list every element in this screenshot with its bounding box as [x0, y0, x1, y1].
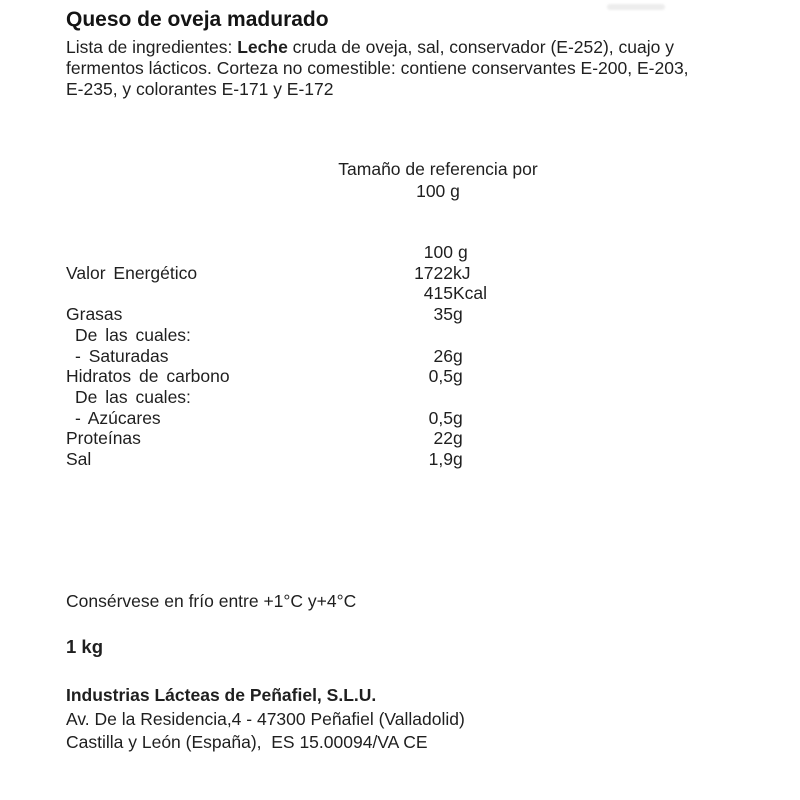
nutrient-label: Proteínas [66, 428, 141, 449]
nutrient-unit: g [453, 407, 463, 428]
nutrient-amount: 26 [433, 345, 453, 366]
table-row-of-which-fat [66, 325, 546, 346]
reference-size-header [288, 159, 588, 202]
manufacturer-section [66, 684, 465, 755]
table-row-fat [66, 304, 546, 325]
ingredients-section [66, 37, 776, 100]
manufacturer-name: Industrias Lácteas de Peñafiel, S.L.U. [66, 685, 377, 705]
nutrient-amount: 0,5 [428, 407, 453, 428]
nutrient-amount: 35 [433, 304, 453, 325]
nutrient-amount [360, 387, 453, 408]
scan-artifact [607, 4, 665, 10]
nutrient-unit: g [453, 304, 463, 325]
ingredients-line-1 [66, 37, 776, 58]
manufacturer-address: Av. De la Residencia,4 - 47300 Peñafiel (Valladolid) [66, 708, 465, 729]
header-amount: 100 [423, 242, 453, 262]
table-row-energy [66, 263, 546, 284]
nutrient-label: Valor Energético [66, 262, 198, 283]
header-unit: g [458, 242, 468, 262]
table-row-energy-kcal [66, 283, 546, 304]
ingredients-line-2: fermentos lácticos. Corteza no comestible: contiene conservantes E-200, E-203, [66, 58, 689, 78]
nutrient-unit: g [453, 366, 463, 387]
nutrient-amount: 22 [433, 428, 453, 449]
table-header-row [66, 242, 546, 263]
ingredients-line-3: E-235, y colorantes E-171 y E-172 [66, 79, 334, 99]
nutrient-label: Grasas [66, 304, 123, 325]
nutrient-unit: g [453, 345, 463, 366]
ingredients-line-1-rest: cruda de oveja, sal, conservador (E-252), cuajo y [287, 37, 674, 57]
nutrient-label: Sal [66, 449, 92, 470]
ingredients-label: Lista de ingredientes: [66, 37, 238, 57]
nutrient-label: De las cuales: [75, 386, 191, 407]
table-row-of-which-carb [66, 387, 546, 408]
nutrient-label: - Saturadas [75, 345, 169, 366]
nutrient-label: Hidratos de carbono [66, 366, 230, 387]
nutrient-amount: 1722 [414, 262, 453, 283]
manufacturer-region-registration: Castilla y León (España), ES 15.00094/VA CE [66, 732, 428, 752]
table-row-saturates [66, 346, 546, 367]
ingredient-highlight: Leche [237, 37, 288, 57]
table-row-salt [66, 449, 546, 470]
nutrient-label: De las cuales: [75, 324, 191, 345]
nutrient-amount [360, 325, 453, 346]
nutrient-amount: 1,9 [428, 449, 453, 470]
nutrient-unit: kJ [453, 262, 471, 283]
nutrient-unit: g [453, 428, 463, 449]
product-title: Queso de oveja madurado [66, 8, 329, 31]
nutrient-amount: 0,5 [428, 366, 453, 387]
nutrient-label: - Azúcares [75, 407, 161, 428]
storage-instructions: Consérvese en frío entre +1°C y+4°C [66, 591, 357, 611]
table-row-carbohydrate [66, 366, 546, 387]
nutrition-table [66, 242, 546, 470]
net-weight: 1 kg [66, 636, 104, 657]
nutrient-unit: g [453, 449, 463, 470]
table-row-sugars [66, 408, 546, 429]
reference-size-line-2: 100 g [416, 180, 460, 201]
header-spacer [66, 242, 360, 263]
reference-size-line-1: Tamaño de referencia por [338, 159, 538, 179]
nutrient-label [66, 283, 360, 304]
table-row-protein [66, 428, 546, 449]
nutrient-amount: 415 [423, 283, 453, 304]
nutrient-unit: Kcal [453, 283, 488, 304]
